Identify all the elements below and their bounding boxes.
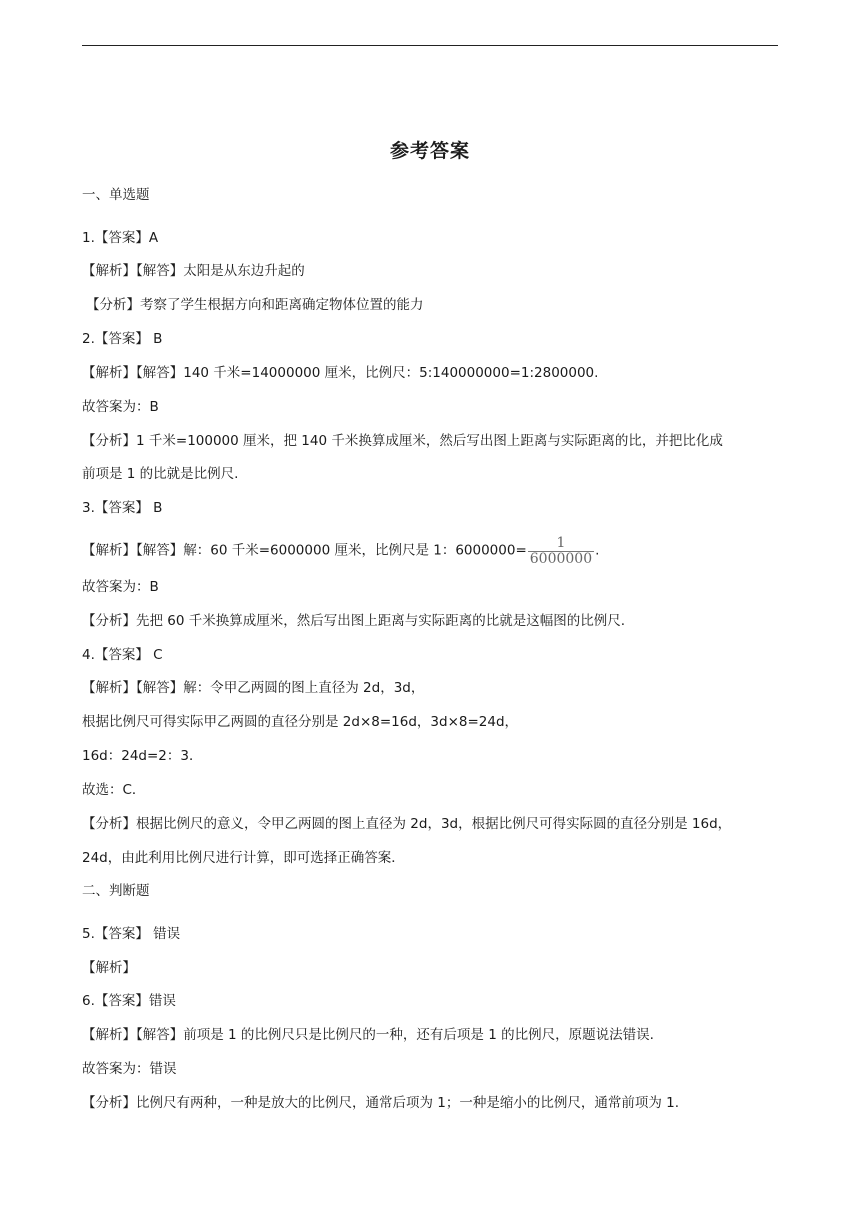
analysis-1: 【解析】【解答】太阳是从东边升起的 — [82, 263, 305, 279]
analysis-6: 【解析】【解答】前项是 1 的比例尺只是比例尺的一种，还有后项是 1 的比例尺，原题说法错误. — [82, 1027, 654, 1043]
header-rule — [82, 45, 778, 46]
answer-2: 2.【答案】 B — [82, 331, 163, 347]
answer-4: 4.【答案】 C — [82, 647, 163, 663]
fraction-numerator: 1 — [556, 535, 566, 551]
analysis-2: 【解析】【解答】140 千米=14000000 厘米，比例尺：5:140000000=1:2800000. — [82, 365, 599, 381]
comment-1: 【分析】考察了学生根据方向和距离确定物体位置的能力 — [86, 297, 424, 313]
analysis-3-text: 【解析】【解答】解：60 千米=6000000 厘米，比例尺是 1：6000000= — [82, 542, 527, 559]
fraction — [528, 536, 594, 567]
comment-3: 【分析】先把 60 千米换算成厘米，然后写出图上距离与实际距离的比就是这幅图的比例尺. — [82, 613, 626, 629]
comment-2: 【分析】1 千米=100000 厘米，把 140 千米换算成厘米，然后写出图上距离与实际距离的比，并把比化成 — [82, 433, 723, 449]
comment-4-cont: 24d，由此利用比例尺进行计算，即可选择正确答案． — [82, 850, 405, 866]
comment-4: 【分析】根据比例尺的意义，令甲乙两圆的图上直径为 2d，3d，根据比例尺可得实际圆的直径分别是 16d， — [82, 816, 732, 832]
conclusion-4: 故选：C． — [82, 782, 146, 798]
analysis-4: 【解析】【解答】解：令甲乙两圆的图上直径为 2d，3d， — [82, 680, 425, 696]
section-heading-true-false: 二、判断题 — [82, 883, 150, 899]
analysis-5: 【解析】 — [82, 960, 136, 976]
comment-2-cont: 前项是 1 的比就是比例尺. — [82, 466, 239, 482]
section-heading-single-choice: 一、单选题 — [82, 187, 150, 203]
conclusion-2: 故答案为：B — [82, 399, 159, 415]
analysis-4-step-1: 根据比例尺可得实际甲乙两圆的直径分别是 2d×8=16d，3d×8=24d， — [82, 714, 519, 730]
answer-5: 5.【答案】 错误 — [82, 926, 181, 942]
analysis-3 — [82, 535, 599, 566]
answer-3: 3.【答案】 B — [82, 500, 163, 516]
fraction-denominator: 6000000 — [529, 551, 593, 567]
page-title: 参考答案 — [389, 140, 470, 162]
answer-1: 1.【答案】A — [82, 230, 159, 246]
conclusion-6: 故答案为：错误 — [82, 1061, 177, 1077]
answer-6: 6.【答案】错误 — [82, 993, 176, 1009]
comment-6: 【分析】比例尺有两种，一种是放大的比例尺，通常后项为 1；一种是缩小的比例尺，通常前项为 1. — [82, 1095, 680, 1111]
conclusion-3: 故答案为：B — [82, 579, 159, 595]
analysis-3-end: . — [595, 542, 600, 559]
analysis-4-step-2: 16d：24d=2：3． — [82, 748, 203, 764]
